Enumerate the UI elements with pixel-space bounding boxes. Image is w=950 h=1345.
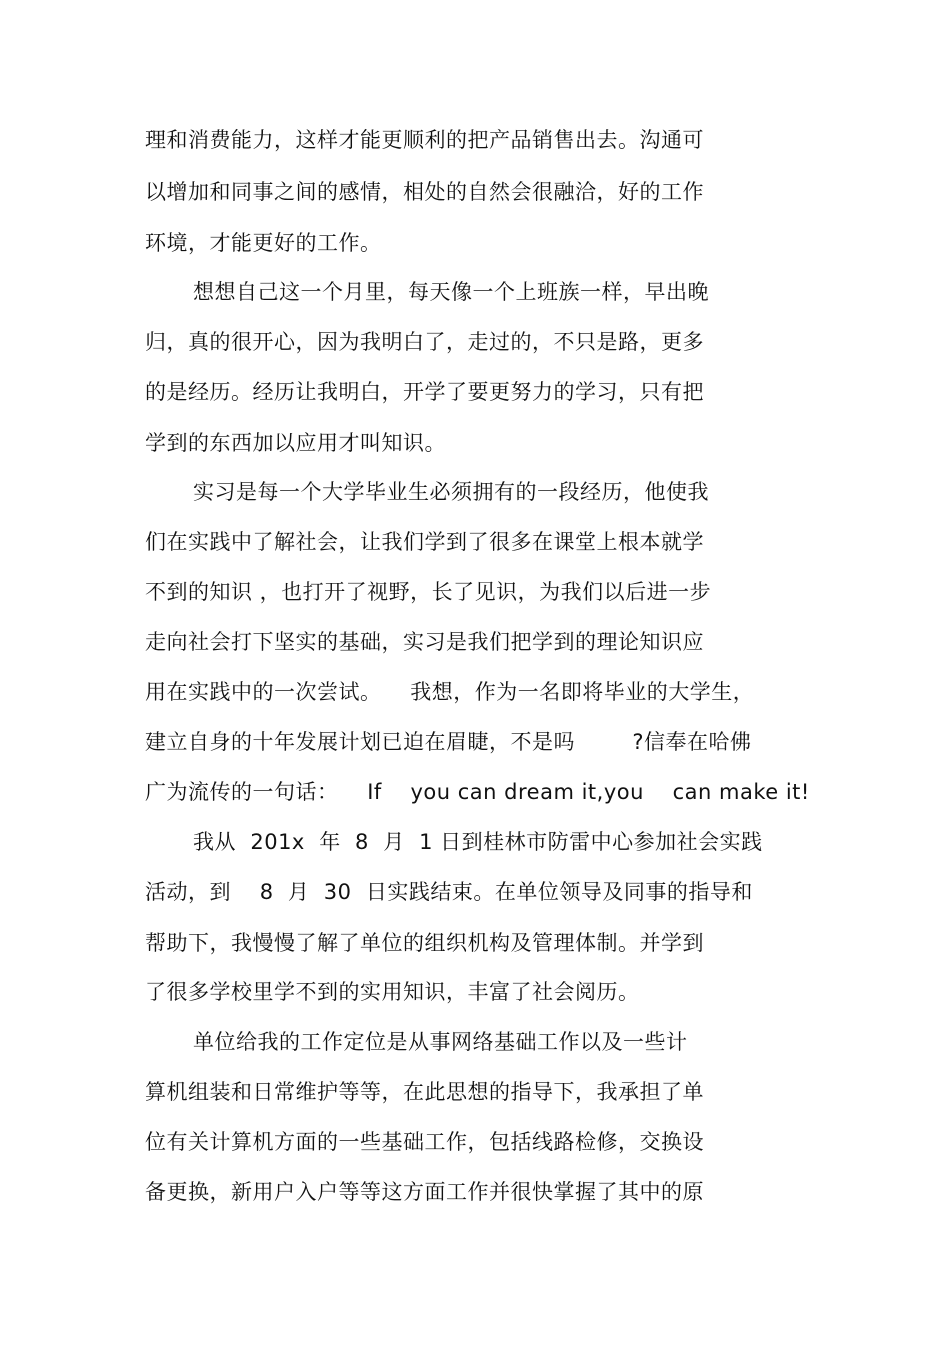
- text-line: 的是经历。经历让我明白，开学了要更努力的学习，只有把: [145, 380, 704, 404]
- text-line: 了很多学校里学不到的实用知识，丰富了社会阅历。: [145, 980, 640, 1004]
- text-line: 学到的东西加以应用才叫知识。: [145, 431, 446, 455]
- text-line: 们在实践中了解社会，让我们学到了很多在课堂上根本就学: [145, 530, 704, 554]
- text-line: 理和消费能力，这样才能更顺利的把产品销售出去。沟通可: [145, 128, 704, 152]
- text-line: 环境，才能更好的工作。: [145, 231, 382, 255]
- text-line: 算机组装和日常维护等等，在此思想的指导下，我承担了单: [145, 1080, 704, 1104]
- text-line: 位有关计算机方面的一些基础工作，包括线路检修，交换设: [145, 1130, 704, 1154]
- paragraph-first-line: 单位给我的工作定位是从事网络基础工作以及一些计: [193, 1030, 688, 1054]
- text-line: 建立自身的十年发展计划已迫在眉睫，不是吗 ?信奉在哈佛: [145, 730, 752, 754]
- paragraph-first-line: 实习是每一个大学毕业生必须拥有的一段经历，他使我: [193, 480, 709, 504]
- text-line: 活动，到 8 月 30 日实践结束。在单位领导及同事的指导和: [145, 880, 753, 904]
- text-line: 归，真的很开心，因为我明白了，走过的，不只是路，更多: [145, 330, 704, 354]
- paragraph-first-line: 想想自己这一个月里，每天像一个上班族一样，早出晚: [193, 280, 709, 304]
- text-line: 不到的知识 ，也打开了视野，长了见识，为我们以后进一步: [145, 580, 712, 604]
- text-line: 用在实践中的一次尝试。 我想，作为一名即将毕业的大学生，: [145, 680, 755, 704]
- text-line: 备更换，新用户入户等等这方面工作并很快掌握了其中的原: [145, 1180, 704, 1204]
- text-line: 走向社会打下坚实的基础，实习是我们把学到的理论知识应: [145, 630, 704, 654]
- text-line: 广为流传的一句话： If you can dream it,you can make it!: [145, 780, 810, 804]
- text-line: 帮助下，我慢慢了解了单位的组织机构及管理体制。并学到: [145, 931, 704, 955]
- paragraph-first-line: 我从 201x 年 8 月 1 日到桂林市防雷中心参加社会实践: [193, 830, 763, 854]
- text-line: 以增加和同事之间的感情，相处的自然会很融洽，好的工作: [145, 180, 704, 204]
